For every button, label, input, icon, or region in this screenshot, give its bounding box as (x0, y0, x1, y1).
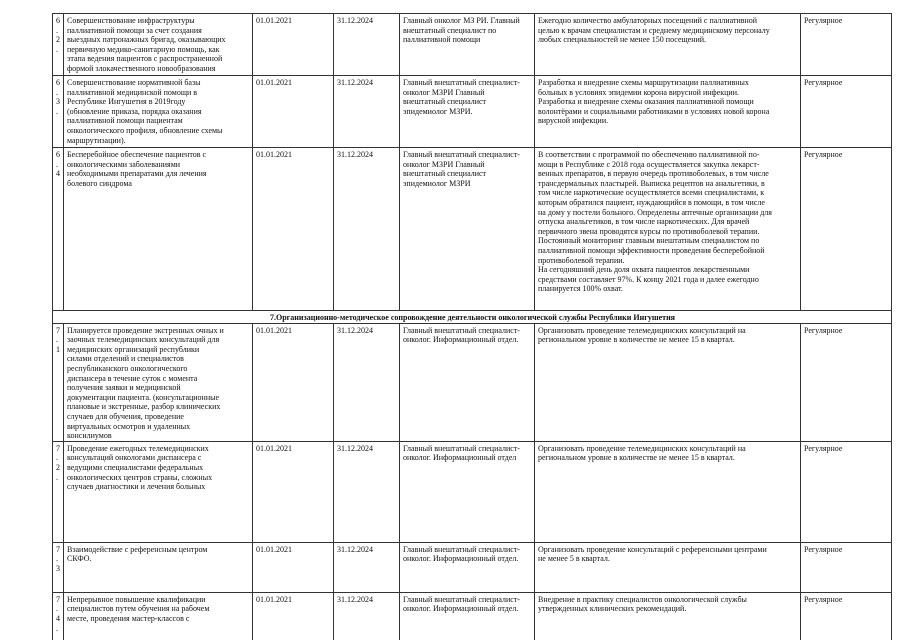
type-cell: Регулярное (801, 14, 892, 76)
end-date-cell: 31.12.2024 (334, 441, 400, 542)
table-row (53, 14, 892, 76)
result-cell: Разработка и внедрение схемы маршрутизации паллиативных больных в условиях эпидемии корона вирусной инфекции. Разработка и внедрение схемы оказания паллиативной помощи волонтёрами и социальными работниками в условиях новой корона вирусной инфекции. (535, 76, 801, 148)
row-number: 7.4. (53, 592, 64, 640)
type-cell: Регулярное (801, 76, 892, 148)
start-date-cell: 01.01.2021 (253, 441, 334, 542)
end-date-cell: 31.12.2024 (334, 592, 400, 640)
end-date-cell: 31.12.2024 (334, 542, 400, 592)
table-row (53, 323, 892, 441)
measure-cell: Бесперебойное обеспечение пациентов с онкологическими заболеваниями необходимыми препаратами для лечения болевого синдрома (64, 148, 253, 311)
measure-cell: Совершенствование нормативной базы паллиативной медицинской помощи в Республике Ингушетия в 2019году (обновление приказа, порядка оказания паллиативной помощи пациентам онкологического профиля, обновление схемы маршрутизации). (64, 76, 253, 148)
section-header-row (53, 311, 892, 324)
table-row (53, 76, 892, 148)
responsible-cell: Главный внештатный специалист- онколог. Информационный отдел. (400, 323, 535, 441)
type-cell: Регулярное (801, 542, 892, 592)
measure-cell: Планируется проведение экстренных очных и заочных телемедицинских консультаций для медицинских организаций республики силами отделений и специалистов республиканского онкологического диспансера в течение суток с момента получения заявки и медицинской документации пациента. (консультационные плановые и экстренные, разбор клинических случаев для обучения, проведение виртуальных осмотров и удаленных консилиумов (64, 323, 253, 441)
result-cell: Организовать проведение телемедицинских консультаций на региональном уровне в количестве не менее 15 в квартал. (535, 441, 801, 542)
start-date-cell: 01.01.2021 (253, 14, 334, 76)
table-row (53, 148, 892, 311)
result-cell: Организовать проведение телемедицинских консультаций на региональном уровне в количестве не менее 15 в квартал. (535, 323, 801, 441)
measure-cell: Проведение ежегодных телемедицинских консультаций онкологами диспансера с ведущими специалистами федеральных онкологических центров страны, сложных случаев диагностики и лечения больных (64, 441, 253, 542)
measure-cell: Взаимодействие с референсным центром СКФО. (64, 542, 253, 592)
end-date-cell: 31.12.2024 (334, 323, 400, 441)
type-cell: Регулярное (801, 592, 892, 640)
start-date-cell: 01.01.2021 (253, 148, 334, 311)
type-cell: Регулярное (801, 148, 892, 311)
row-number: 6.2. (53, 14, 64, 76)
result-cell: В соответствии с программой по обеспечению паллиативной по- мощи в Республике с 2018 года осуществляется закупка лекарст- венных препаратов, в первую очередь противоболевых, в том числе трансдермальных пластырей. Выписка рецептов на анальгетики, в том числе наркотические осуществляется всеми специалистами, к которым обратился пациент, нуждающийся в помощи, в том числе на дому у постели больного. Определены аптечные организации для отпуска анальгетиков, в том числе наркотических. Для врачей первичного звена проводятся курсы по противоболевой терапии. Постоянный мониторинг главным внештатным специалистом по паллиативной помощи эффективности проведения бесперебойной противоболевой терапии. На сегодняшний день доля охвата пациентов лекарственными средствами составляет 97%. К концу 2021 года и далее ежегодно планируется 100% охват. (535, 148, 801, 311)
end-date-cell: 31.12.2024 (334, 148, 400, 311)
start-date-cell: 01.01.2021 (253, 592, 334, 640)
result-cell: Внедрение в практику специалистов онкологической службы утвержденных клинических рекомендаций. (535, 592, 801, 640)
type-cell: Регулярное (801, 323, 892, 441)
row-number: 7.1 (53, 323, 64, 441)
row-number: 7.3 (53, 542, 64, 592)
end-date-cell: 31.12.2024 (334, 76, 400, 148)
table-row (53, 441, 892, 542)
row-number: 7.2. (53, 441, 64, 542)
responsible-cell: Главный внештатный специалист- онколог. Информационный отдел. (400, 542, 535, 592)
measures-table (52, 13, 892, 640)
result-cell: Ежегодно количество амбулаторных посещений с паллиативной целью к врачам специалистам и среднему медицинскому персоналу любых специальностей не менее 150 посещений. (535, 14, 801, 76)
responsible-cell: Главный онколог МЗ РИ. Главный внештатный специалист по паллиативной помощи (400, 14, 535, 76)
start-date-cell: 01.01.2021 (253, 76, 334, 148)
row-number: 6.4 (53, 148, 64, 311)
table-row (53, 592, 892, 640)
table-body (53, 14, 892, 640)
type-cell: Регулярное (801, 441, 892, 542)
end-date-cell: 31.12.2024 (334, 14, 400, 76)
responsible-cell: Главный внештатный специалист- онколог. Информационный отдел (400, 441, 535, 542)
table-row (53, 542, 892, 592)
start-date-cell: 01.01.2021 (253, 323, 334, 441)
measure-cell: Совершенствование инфраструктуры паллиативной помощи за счет создания выездных патронажных бригад, оказывающих первичную медико-санитарную помощь, как этапа ведения пациентов с распространенной формой злокачественного новообразования (64, 14, 253, 76)
responsible-cell: Главный внештатный специалист- онколог. Информационный отдел. (400, 592, 535, 640)
measure-cell: Непрерывное повышение квалификации специалистов путем обучения на рабочем месте, проведения мастер-классов с (64, 592, 253, 640)
result-cell: Организовать проведение консультаций с референсными центрами не менее 5 в квартал. (535, 542, 801, 592)
responsible-cell: Главный внештатный специалист- онколог МЗРИ Главный внештатный специалист эпидемиолог МЗРИ. (400, 76, 535, 148)
responsible-cell: Главный внештатный специалист- онколог МЗРИ Главный внештатный специалист эпидемиолог МЗРИ (400, 148, 535, 311)
row-number: 6.3. (53, 76, 64, 148)
section-title: 7.Организационно-методическое сопровождение деятельности онкологической службы Республики Ингушетия (53, 311, 892, 324)
start-date-cell: 01.01.2021 (253, 542, 334, 592)
